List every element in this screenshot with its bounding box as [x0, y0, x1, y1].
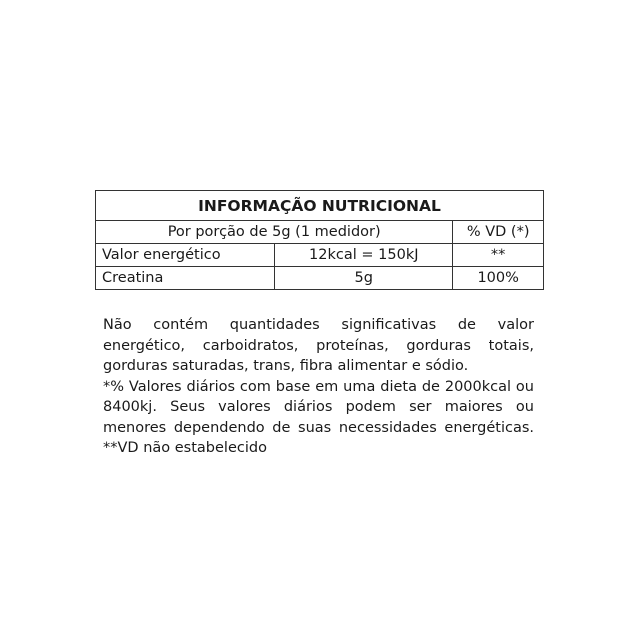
nutrient-name: Creatina — [96, 267, 275, 290]
nutrient-vd: ** — [453, 244, 544, 267]
footnotes — [103, 315, 534, 459]
nutrient-name: Valor energético — [96, 244, 275, 267]
table-row — [96, 267, 544, 290]
footnote-daily-values: *% Valores diários com base em uma dieta de 2000kcal ou 8400kj. Seus valores diários podem ser maiores ou menores dependendo de suas necessidades energéticas. **VD não estabelecido — [103, 378, 534, 456]
portion-label: Por porção de 5g (1 medidor) — [96, 221, 453, 244]
nutrition-facts-table — [95, 190, 544, 290]
table-row — [96, 244, 544, 267]
nutrient-amount: 5g — [275, 267, 453, 290]
table-title: INFORMAÇÃO NUTRICIONAL — [96, 191, 544, 221]
table-portion-row — [96, 221, 544, 244]
table-title-row — [96, 191, 544, 221]
nutrient-amount: 12kcal = 150kJ — [275, 244, 453, 267]
vd-header: % VD (*) — [453, 221, 544, 244]
nutrient-vd: 100% — [453, 267, 544, 290]
footnote-not-significant: Não contém quantidades significativas de valor energético, carboidratos, proteínas, gorduras totais, gorduras saturadas, trans, fibra alimentar e sódio. — [103, 317, 534, 374]
